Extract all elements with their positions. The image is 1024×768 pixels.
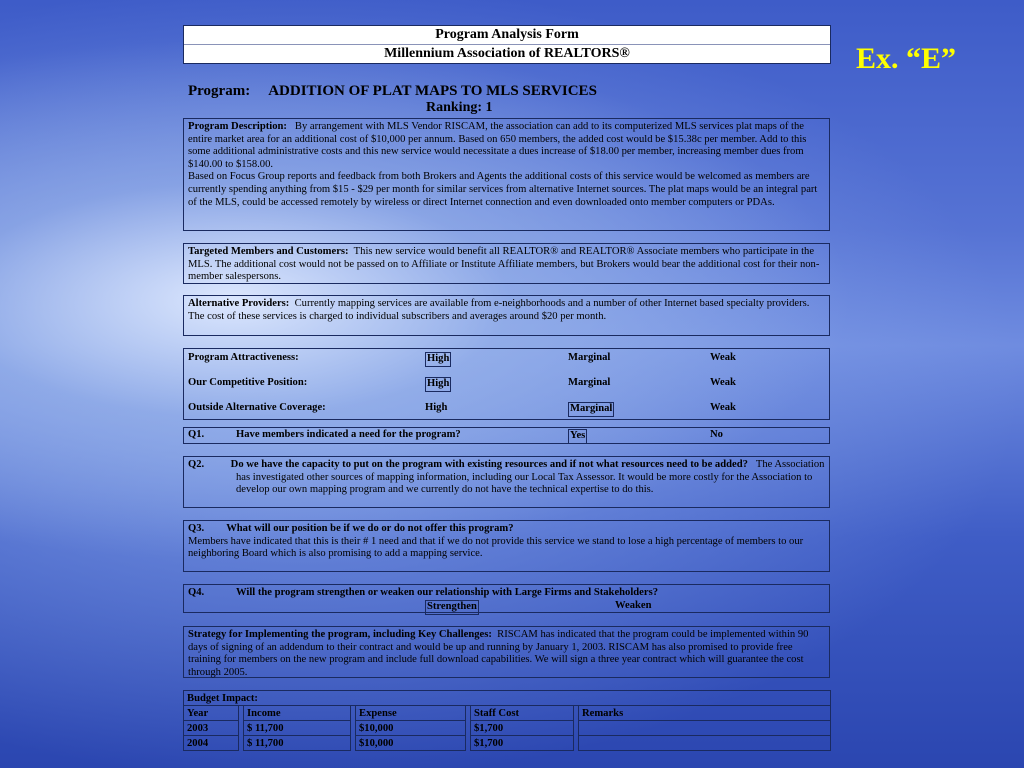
budget-title: Budget Impact: <box>184 691 831 706</box>
form-header <box>183 25 831 64</box>
targeted-section <box>183 243 830 284</box>
rating-label: Program Attractiveness: <box>188 352 299 363</box>
rating-option-weak[interactable]: Weak <box>710 377 736 388</box>
budget-cell-remarks <box>579 721 831 736</box>
description-label: Program Description: <box>188 121 287 132</box>
q2-section <box>183 456 830 508</box>
budget-cell-staff-cost: $1,700 <box>471 721 574 736</box>
rating-option-high[interactable]: High <box>425 402 448 413</box>
q1-option-yes[interactable]: Yes <box>568 429 587 444</box>
budget-cell-year: 2003 <box>184 721 239 736</box>
budget-title-row <box>184 691 831 706</box>
q2-number: Q2. <box>188 459 205 470</box>
ratings-section <box>183 348 830 420</box>
budget-cell-remarks <box>579 736 831 751</box>
budget-table <box>183 690 831 751</box>
program-line <box>188 83 597 100</box>
budget-header-expense: Expense <box>356 706 466 721</box>
rating-option-marginal[interactable]: Marginal <box>568 402 614 417</box>
alternative-label: Alternative Providers: <box>188 298 290 309</box>
q4-options-row <box>188 600 825 613</box>
description-section <box>183 118 830 231</box>
budget-cell-income: $ 11,700 <box>244 721 351 736</box>
budget-header-income: Income <box>244 706 351 721</box>
rating-option-high[interactable]: High <box>425 352 451 367</box>
budget-header-staff-cost: Staff Cost <box>471 706 574 721</box>
program-label: Program: <box>188 83 251 99</box>
rating-row-competitive <box>188 377 825 390</box>
description-text-1: By arrangement with MLS Vendor RISCAM, the association can add to its computerized MLS services plat maps of the entire market area for an additional cost of $10,000 per annum. Based on 650 members, the added cost would be $15.38c per member. Add to this some additional administrative costs and this new service would necessitate a dues increase of $18.00 per member, increasing member dues from $140.00 to $158.00. <box>188 121 807 170</box>
q2-question: Do we have the capacity to put on the program with existing resources and if not what resources need to be added? <box>230 459 748 470</box>
q2-answer: The Association has investigated other sources of mapping information, including our Local Tax Assessor. It would be more costly for the Association to develop our own mapping program and we currently do not have the technical expertise to do this. <box>236 459 825 496</box>
strategy-section <box>183 626 830 678</box>
q4-question-row <box>188 587 825 600</box>
rating-row-attractiveness <box>188 352 825 365</box>
targeted-text: This new service would benefit all REALTOR® and REALTOR® Associate members who participate in the MLS. The additional cost would not be passed on to Affiliate or Institute Affiliate members, but Brokers would bear the additional cost for their non-member salespersons. <box>188 246 820 283</box>
strategy-label: Strategy for Implementing the program, including Key Challenges: <box>188 629 492 640</box>
strategy-text: RISCAM has indicated that the program could be implemented within 90 days of signing of an addendum to their contract and would be up and running by January 1, 2003. RISCAM has also promised to provide free training for members on the new program and include full download capabilities. We will sign a three year contract which will guarantee the cost through 2005. <box>188 629 809 678</box>
q4-section <box>183 584 830 613</box>
q1-option-no[interactable]: No <box>710 429 723 440</box>
budget-cell-year: 2004 <box>184 736 239 751</box>
alternative-text: Currently mapping services are available from e-neighborhoods and a number of other Internet based specialty providers. The cost of these services is charged to individual subscribers and averages around $20 per month. <box>188 298 810 322</box>
table-row <box>184 721 831 736</box>
alternative-section <box>183 295 830 336</box>
ranking: Ranking: 1 <box>426 100 493 115</box>
q2-question-block <box>188 459 825 497</box>
rating-row-alternative <box>188 402 825 415</box>
description-text-2: Based on Focus Group reports and feedback from both Brokers and Agents the additional costs of this service would be welcomed as members are currently spending anything from $15 - $29 per month for similar services from alternative Internet sources. The plat maps would be an integral part of the MLS, could be accessed remotely by wireless or direct Internet connection and even downloaded onto member computers or PDAs. <box>188 171 818 208</box>
exhibit-label: Ex. “E” <box>856 42 957 75</box>
budget-header-year: Year <box>184 706 239 721</box>
q3-question: What will our position be if we do or do not offer this program? <box>226 523 514 534</box>
q3-number: Q3. <box>188 523 205 534</box>
table-row <box>184 736 831 751</box>
q3-answer: Members have indicated that this is their # 1 need and that if we do not provide this service we stand to lose a high percentage of members to our neighboring Board which is also promising to add a mapping service. <box>188 535 804 560</box>
rating-label: Our Competitive Position: <box>188 377 308 388</box>
rating-option-marginal[interactable]: Marginal <box>568 352 611 363</box>
budget-cell-expense: $10,000 <box>356 721 466 736</box>
org-name: Millennium Association of REALTORS® <box>184 44 830 63</box>
targeted-label: Targeted Members and Customers: <box>188 246 349 257</box>
budget-cell-income: $ 11,700 <box>244 736 351 751</box>
q1-section <box>183 427 830 444</box>
budget-cell-expense: $10,000 <box>356 736 466 751</box>
q4-option-weaken[interactable]: Weaken <box>615 600 652 611</box>
rating-option-weak[interactable]: Weak <box>710 402 736 413</box>
q1-question: Have members indicated a need for the program? <box>236 429 461 440</box>
q1-number: Q1. <box>188 429 205 440</box>
rating-label: Outside Alternative Coverage: <box>188 402 326 413</box>
program-name: ADDITION OF PLAT MAPS TO MLS SERVICES <box>268 83 597 99</box>
rating-option-marginal[interactable]: Marginal <box>568 377 611 388</box>
rating-option-high[interactable]: High <box>425 377 451 392</box>
q4-question: Will the program strengthen or weaken our relationship with Large Firms and Stakeholders? <box>236 587 659 598</box>
q1-row <box>188 429 825 442</box>
form-title: Program Analysis Form <box>435 27 579 42</box>
budget-header-remarks: Remarks <box>579 706 831 721</box>
q4-number: Q4. <box>188 587 205 598</box>
rating-option-weak[interactable]: Weak <box>710 352 736 363</box>
budget-header-row <box>184 706 831 721</box>
budget-cell-staff-cost: $1,700 <box>471 736 574 751</box>
q4-option-strengthen[interactable]: Strengthen <box>425 600 479 615</box>
q3-section <box>183 520 830 572</box>
